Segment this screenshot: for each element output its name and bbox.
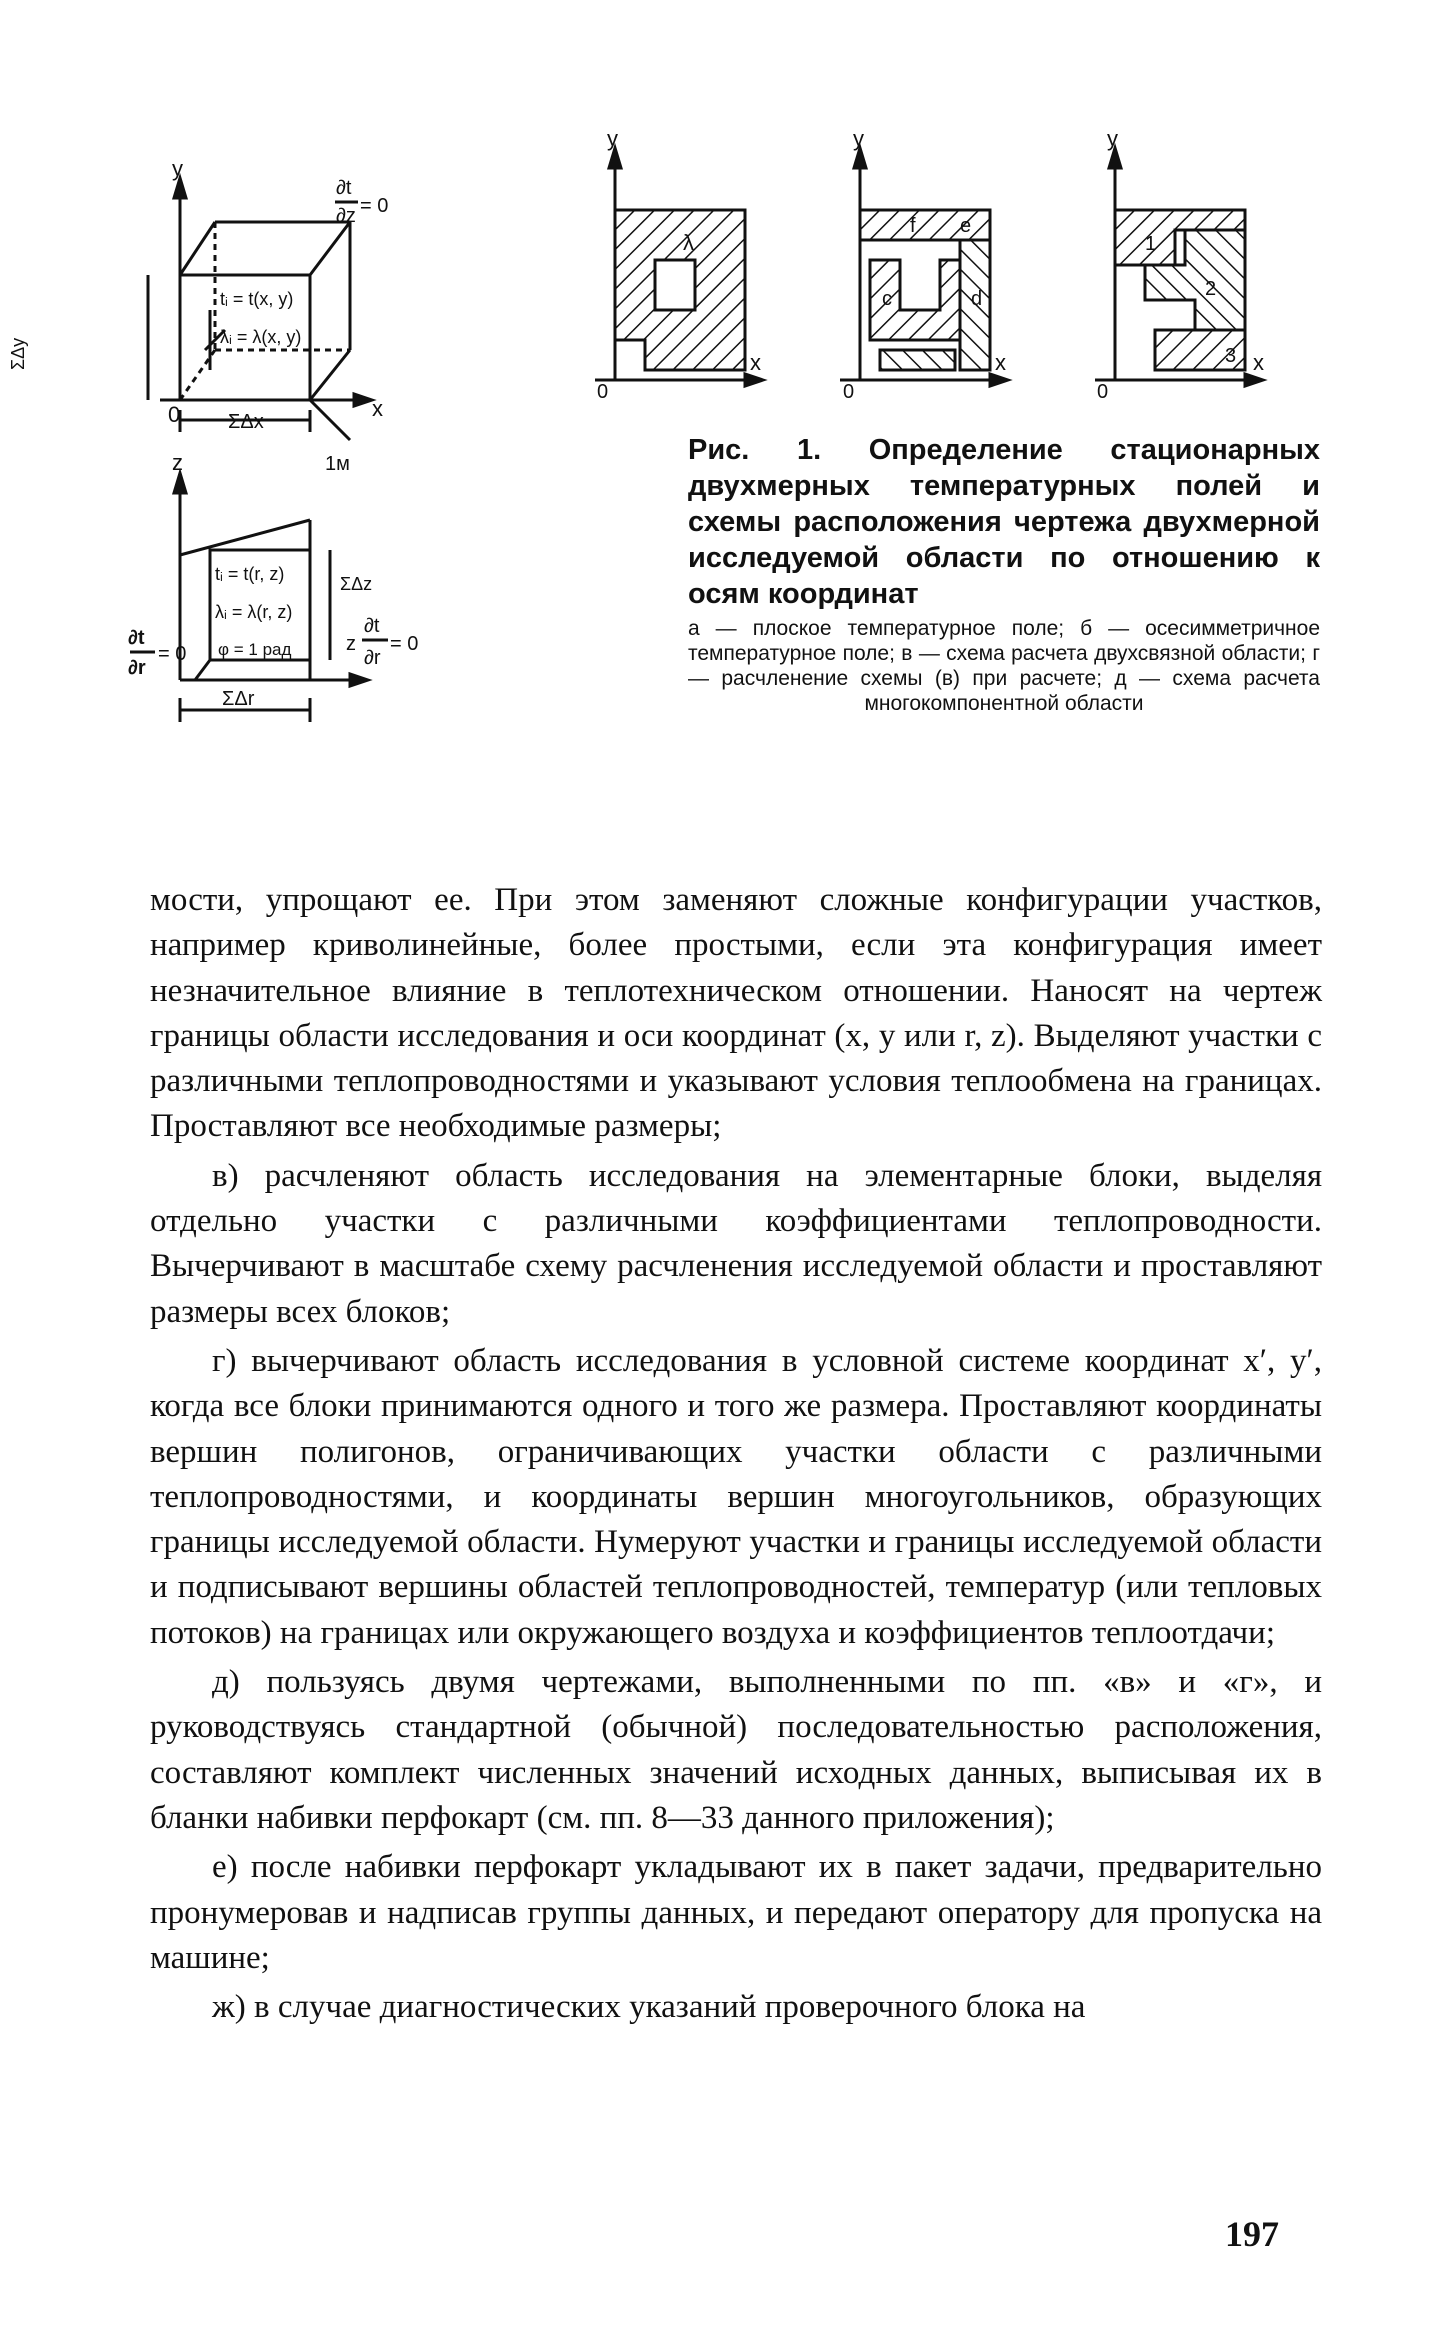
fig-a-eq0: = 0 [360,195,389,217]
fig-a-sum-dy: ΣΔy [8,337,28,370]
paragraph-continuation: мости, упрощают ее. При этом заменяют сложные конфигурации участков, например криволинейные, более простыми, если эта конфигурация имеет незначительное влияние в теплотехническом отношении. Наносят на чертеж границы области исследования и оси координат (x, y или r, z). Выделяют участки с различными теплопроводностями и указывают условия теплообмена на границах. Проставляют все необходимые размеры; [150,882,1322,1145]
fig-g-x-label: x [995,350,1006,375]
fig-a-y-label: y [172,156,183,181]
fig-v-lambda: λ [683,230,694,255]
fig-b-dt-right: ∂t [364,615,380,637]
fig-d-origin: 0 [1097,381,1109,403]
paragraph-item-d: д) пользуясь двумя чертежами, выполненными по пп. «в» и «г», и руководствуясь стандартной (обычной) последовательностью расположения, составляют комплект численных значений исходных данных, выписывая их в бланки набивки перфокарт (см. пп. 8—33 данного приложения); [150,1664,1322,1836]
fig-g-c: c [882,288,892,310]
fig-d-region-1: 1 [1145,233,1157,255]
fig-d-region-3: 3 [1225,345,1237,367]
caption-legend: а — плоское температурное поле; б — осесимметричное температурное поле; в — схема расчета двухсвязной области; г — расчленение схемы (в) при расчете; д — схема расчета многокомпонентной области [688,617,1320,715]
fig-v-origin: 0 [597,381,609,403]
fig-b-eq0-right: = 0 [390,633,419,655]
fig-b-sum-dz: ΣΔz [340,574,373,594]
figure-vgd-svg [585,126,1305,410]
fig-b-dt-left: ∂t [128,627,145,649]
fig-b-phi: φ = 1 рад [218,640,292,659]
fig-g-e: e [960,215,972,237]
fig-d-y-label: y [1107,126,1118,151]
body-text [150,878,1322,2034]
fig-a-lambda-func: λᵢ = λ(x, y) [220,327,302,347]
figure-caption [688,432,1320,716]
figure-panels-v-g-d [585,126,1305,410]
fig-a-dz: ∂z [336,205,356,227]
fig-b-eq0-left: = 0 [158,643,187,665]
fig-a-sum-dx: ΣΔx [228,411,264,433]
fig-a-one-m: 1м [325,453,350,475]
fig-g-f: f [910,215,916,237]
fig-g-y-label: y [853,126,864,151]
fig-b-t-func: tᵢ = t(r, z) [215,564,285,584]
fig-v-x-label: x [750,350,761,375]
fig-a-dt: ∂t [336,177,352,199]
fig-b-dr-left: ∂r [128,657,146,679]
paragraph-item-g: г) вычерчивают область исследования в условной системе координат x′, y′, когда все блоки принимаются одного и того же размера. Проставляют координаты вершин полигонов, ограничивающих участки области с различными теплопроводностями, и координаты вершин многоугольников, образующих границы исследуемой области. Нумеруют участки и границы исследуемой области и подписывают вершины областей теплопроводностей, температур (или тепловых потоков) на границах или окружающего воздуха и коэффициентов теплоотдачи; [150,1342,1322,1651]
paragraph-item-v: в) расчленяют область исследования на элементарные блоки, выделяя отдельно участки с различными коэффициентами теплопроводности. Вычерчивают в масштабе схему расчленения исследуемой области и проставляют размеры всех блоков; [150,1157,1322,1330]
fig-b-dr-right: ∂r [364,647,381,669]
fig-b-sum-dr: ΣΔr [222,688,255,710]
paragraph-item-zh: ж) в случае диагностических указаний проверочного блока на [212,1989,1086,2026]
fig-b-lambda-func: λᵢ = λ(r, z) [215,602,293,622]
caption-title: Рис. 1. Определение стационарных двухмерных температурных полей и схемы расположения чертежа двухмерной исследуемой области по отношению к осям координат [688,434,1320,610]
fig-a-origin: 0 [168,402,181,427]
fig-d-x-label: x [1253,350,1264,375]
figure-ab-svg [8,156,630,770]
fig-g-d: d [971,288,983,310]
paragraph-item-e: е) после набивки перфокарт укладывают их в пакет задачи, предварительно пронумеровав и надписав группы данных, и передают оператору для пропуска на машине; [150,1849,1322,1976]
fig-b-z-prefix: z [346,633,356,655]
page-number: 197 [1225,2214,1279,2254]
fig-a-x-label: x [372,396,383,421]
fig-b-z-label: z [172,450,183,475]
fig-a-t-func: tᵢ = t(x, y) [220,289,294,309]
fig-g-origin: 0 [843,381,855,403]
fig-d-region-2: 2 [1205,278,1217,300]
figure-panels-a-b [8,156,630,770]
fig-v-y-label: y [607,126,618,151]
